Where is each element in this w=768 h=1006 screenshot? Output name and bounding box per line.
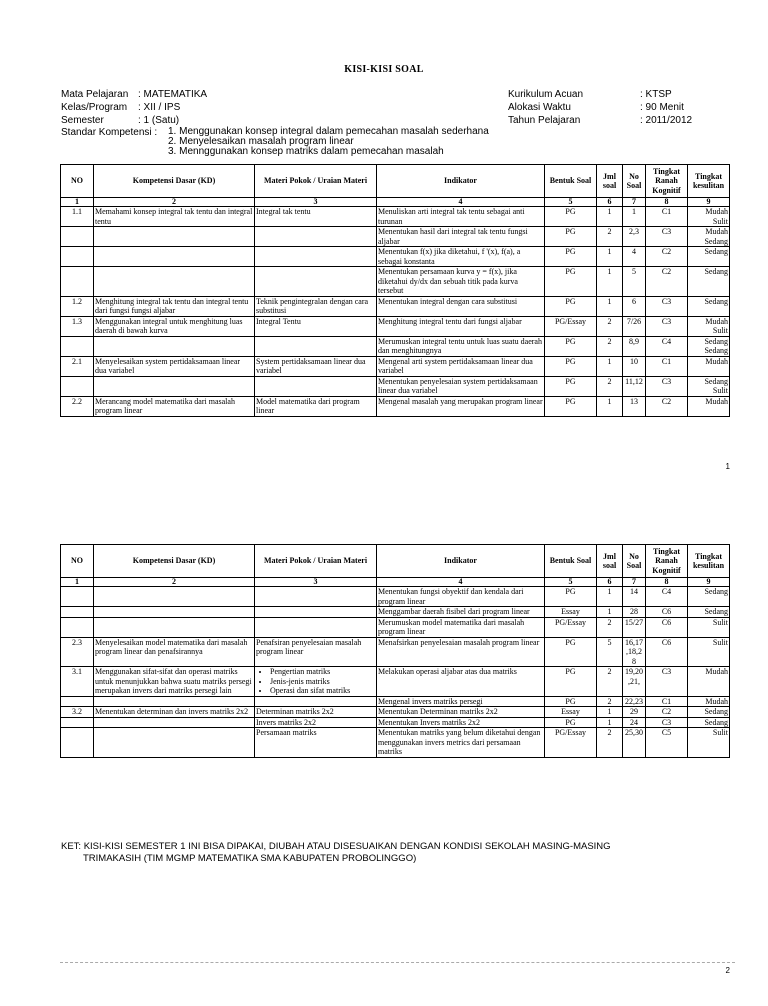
cell-materi xyxy=(255,617,377,637)
table-row xyxy=(61,336,730,356)
cell-jml-soal: 2 xyxy=(597,376,623,396)
cell-no xyxy=(61,376,94,396)
cell-no xyxy=(61,336,94,356)
column-number: 7 xyxy=(623,198,646,207)
cell-ranah-kognitif: C2 xyxy=(646,247,688,267)
cell-materi: Penafsiran penyelesaian masalah program linear xyxy=(255,637,377,667)
cell-ranah-kognitif: C1 xyxy=(646,356,688,376)
cell-bentuk-soal: PG xyxy=(545,247,597,267)
column-number: 1 xyxy=(61,198,94,207)
cell-jml-soal: 1 xyxy=(597,707,623,718)
cell-no-soal: 29 xyxy=(623,707,646,718)
cell-materi: System pertidaksamaan linear dua variabel xyxy=(255,356,377,376)
cell-bentuk-soal: PG xyxy=(545,637,597,667)
meta-row-alokasi xyxy=(508,101,692,114)
table-row xyxy=(61,607,730,618)
cell-ranah-kognitif: C3 xyxy=(646,227,688,247)
table-row xyxy=(61,728,730,758)
header-bentuk-soal: Bentuk Soal xyxy=(545,165,597,198)
cell-indikator: Melakukan operasi aljabar atas dua matriks xyxy=(377,667,545,697)
cell-ranah-kognitif: C1 xyxy=(646,207,688,227)
cell-kd: Menentukan determinan dan invers matriks 2x2 xyxy=(94,707,255,718)
table-row xyxy=(61,356,730,376)
cell-materi xyxy=(255,247,377,267)
table-row xyxy=(61,637,730,667)
column-number: 1 xyxy=(61,578,94,587)
cell-tingkat-kesulitan: Mudah Sedang xyxy=(688,227,730,247)
cell-materi xyxy=(255,336,377,356)
cell-materi: Model matematika dari program linear xyxy=(255,396,377,416)
column-number: 5 xyxy=(545,578,597,587)
keterangan-note xyxy=(61,841,611,865)
cell-indikator: Menuliskan arti integral tak tentu sebagai anti turunan xyxy=(377,207,545,227)
header-indikator: Indikator xyxy=(377,165,545,198)
cell-bentuk-soal: PG xyxy=(545,336,597,356)
cell-ranah-kognitif: C3 xyxy=(646,376,688,396)
sk-item: 2. Menyelesaikan masalah program linear xyxy=(168,136,354,147)
cell-bentuk-soal: PG xyxy=(545,376,597,396)
cell-no xyxy=(61,617,94,637)
table-row xyxy=(61,296,730,316)
kisi-table-1 xyxy=(60,164,730,417)
cell-bentuk-soal: PG xyxy=(545,696,597,707)
cell-no-soal: 13 xyxy=(623,396,646,416)
cell-no-soal: 15/27 xyxy=(623,617,646,637)
cell-tingkat-kesulitan: Sedang xyxy=(688,267,730,297)
header-materi: Materi Pokok / Uraian Materi xyxy=(255,545,377,578)
cell-indikator: Merumuskan model matematika dari masalah program linear xyxy=(377,617,545,637)
cell-kd: Menggunakan integral untuk menghitung luas daerah di bawah kurva xyxy=(94,316,255,336)
cell-tingkat-kesulitan: Sedang xyxy=(688,707,730,718)
kisi-table-2 xyxy=(60,544,730,758)
table-row xyxy=(61,247,730,267)
cell-materi: Invers matriks 2x2 xyxy=(255,717,377,728)
table-body xyxy=(61,587,730,758)
header-indikator: Indikator xyxy=(377,545,545,578)
cell-tingkat-kesulitan: Sulit xyxy=(688,617,730,637)
cell-no-soal: 25,30 xyxy=(623,728,646,758)
column-number: 8 xyxy=(646,198,688,207)
meta-row-kelas xyxy=(61,101,489,114)
table-row xyxy=(61,617,730,637)
cell-ranah-kognitif: C6 xyxy=(646,637,688,667)
cell-bentuk-soal: Essay xyxy=(545,707,597,718)
materi-list-item: • Operasi dan sifat matriks xyxy=(270,686,375,696)
cell-ranah-kognitif: C3 xyxy=(646,296,688,316)
cell-indikator: Mengenal invers matriks persegi xyxy=(377,696,545,707)
meta-row-kurikulum xyxy=(508,88,692,101)
header-no-soal: No Soal xyxy=(623,165,646,198)
cell-ranah-kognitif: C3 xyxy=(646,717,688,728)
cell-materi xyxy=(255,607,377,618)
cell-no: 2.2 xyxy=(61,396,94,416)
cell-materi xyxy=(255,267,377,297)
keterangan-line: TRIMAKASIH (TIM MGMP MATEMATIKA SMA KABUPATEN PROBOLINGGO) xyxy=(83,853,417,864)
cell-bentuk-soal: PG xyxy=(545,267,597,297)
cell-no: 3.2 xyxy=(61,707,94,718)
cell-bentuk-soal: PG xyxy=(545,296,597,316)
column-number-row xyxy=(61,198,730,207)
cell-indikator: Menentukan hasil dari integral tak tentu fungsi aljabar xyxy=(377,227,545,247)
cell-no: 3.1 xyxy=(61,667,94,697)
cell-bentuk-soal: PG xyxy=(545,227,597,247)
cell-jml-soal: 1 xyxy=(597,296,623,316)
cell-indikator: Menggambar daerah fisibel dari program linear xyxy=(377,607,545,618)
cell-indikator: Menentukan matriks yang belum diketahui dengan menggunakan invers metrics dari persamaan matriks xyxy=(377,728,545,758)
cell-no-soal: 14 xyxy=(623,587,646,607)
cell-tingkat-kesulitan: Mudah Sulit xyxy=(688,207,730,227)
cell-ranah-kognitif: C1 xyxy=(646,696,688,707)
cell-indikator: Menghitung integral tentu dari fungsi aljabar xyxy=(377,316,545,336)
cell-no-soal: 28 xyxy=(623,607,646,618)
meta-label: Mata Pelajaran xyxy=(61,89,129,100)
cell-ranah-kognitif: C3 xyxy=(646,316,688,336)
cell-bentuk-soal: PG/Essay xyxy=(545,617,597,637)
cell-jml-soal: 1 xyxy=(597,607,623,618)
cell-tingkat-kesulitan: Sulit xyxy=(688,637,730,667)
cell-kd: Memahami konsep integral tak tentu dan integral tentu xyxy=(94,207,255,227)
cell-jml-soal: 1 xyxy=(597,396,623,416)
cell-materi xyxy=(255,696,377,707)
column-number: 6 xyxy=(597,198,623,207)
cell-indikator: Menentukan Determinan matriks 2x2 xyxy=(377,707,545,718)
cell-jml-soal: 1 xyxy=(597,356,623,376)
meta-label: Semester xyxy=(61,115,104,126)
cell-tingkat-kesulitan: Mudah xyxy=(688,667,730,697)
cell-bentuk-soal: Essay xyxy=(545,607,597,618)
column-number: 6 xyxy=(597,578,623,587)
cell-tingkat-kesulitan: Sedang xyxy=(688,717,730,728)
cell-bentuk-soal: PG/Essay xyxy=(545,728,597,758)
cell-ranah-kognitif: C2 xyxy=(646,396,688,416)
cell-jml-soal: 1 xyxy=(597,587,623,607)
cell-tingkat-kesulitan: Mudah xyxy=(688,396,730,416)
cell-kd: Menggunakan sifat-sifat dan operasi matriks untuk menunjukkan bahwa suatu matriks persegi merupakan invers dari matriks persegi lain xyxy=(94,667,255,697)
cell-no-soal: 8,9 xyxy=(623,336,646,356)
cell-kd: Menghitung integral tak tentu dan integral tentu dari fungsi fungsi aljabar xyxy=(94,296,255,316)
header-kd: Kompetensi Dasar (KD) xyxy=(94,165,255,198)
cell-no-soal: 4 xyxy=(623,247,646,267)
header-jml-soal: Jml soal xyxy=(597,545,623,578)
cell-tingkat-kesulitan: Mudah xyxy=(688,356,730,376)
cell-kd: Menyelesaikan model matematika dari masalah program linear dan penafsirannya xyxy=(94,637,255,667)
cell-indikator: Mengenal arti system pertidaksamaan linear dua variabel xyxy=(377,356,545,376)
cell-no: 2.1 xyxy=(61,356,94,376)
cell-ranah-kognitif: C4 xyxy=(646,587,688,607)
cell-materi xyxy=(255,587,377,607)
table-row xyxy=(61,207,730,227)
table-row xyxy=(61,227,730,247)
column-number: 4 xyxy=(377,198,545,207)
cell-bentuk-soal: PG xyxy=(545,587,597,607)
standar-kompetensi-label: Standar Kompetensi : xyxy=(61,127,158,138)
cell-tingkat-kesulitan: Sedang Sulit xyxy=(688,376,730,396)
footer-divider xyxy=(60,962,735,963)
cell-indikator: Mengenal masalah yang merupakan program linear xyxy=(377,396,545,416)
cell-jml-soal: 1 xyxy=(597,267,623,297)
cell-tingkat-kesulitan: Sedang xyxy=(688,296,730,316)
cell-materi: Teknik pengintegralan dengan cara substitusi xyxy=(255,296,377,316)
cell-no-soal: 19,20 ,21, xyxy=(623,667,646,697)
table-row xyxy=(61,396,730,416)
cell-jml-soal: 5 xyxy=(597,637,623,667)
cell-no-soal: 10 xyxy=(623,356,646,376)
header-bentuk-soal: Bentuk Soal xyxy=(545,545,597,578)
column-number: 9 xyxy=(688,578,730,587)
table-header xyxy=(61,545,730,587)
sk-item: 1. Menggunakan konsep integral dalam pemecahan masalah sederhana xyxy=(168,126,489,137)
cell-no xyxy=(61,247,94,267)
cell-bentuk-soal: PG xyxy=(545,717,597,728)
cell-bentuk-soal: PG/Essay xyxy=(545,316,597,336)
materi-list-item: • Jenis-jenis matriks xyxy=(270,677,375,687)
column-number: 2 xyxy=(94,578,255,587)
cell-no: 2.3 xyxy=(61,637,94,667)
cell-kd: Merancang model matematika dari masalah program linear xyxy=(94,396,255,416)
cell-kd: Menyelesaikan system pertidaksamaan linear dua variabel xyxy=(94,356,255,376)
cell-no-soal: 5 xyxy=(623,267,646,297)
column-number-row xyxy=(61,578,730,587)
header-no: NO xyxy=(61,165,94,198)
cell-indikator: Menentukan f(x) jika diketahui, f '(x), f(a), a sebagai konstanta xyxy=(377,247,545,267)
table-header xyxy=(61,165,730,207)
cell-tingkat-kesulitan: Sedang xyxy=(688,247,730,267)
page-number: 1 xyxy=(725,462,730,471)
cell-no: 1.3 xyxy=(61,316,94,336)
meta-label: Tahun Pelajaran xyxy=(508,115,581,126)
cell-indikator: Menentukan Invers matriks 2x2 xyxy=(377,717,545,728)
cell-jml-soal: 2 xyxy=(597,696,623,707)
header-no-soal: No Soal xyxy=(623,545,646,578)
column-number: 3 xyxy=(255,198,377,207)
cell-no-soal: 2,3 xyxy=(623,227,646,247)
cell-jml-soal: 1 xyxy=(597,247,623,267)
sk-item: 3. Mennggunakan konsep matriks dalam pemecahan masalah xyxy=(168,146,444,157)
cell-tingkat-kesulitan: Sulit xyxy=(688,728,730,758)
cell-bentuk-soal: PG xyxy=(545,667,597,697)
cell-tingkat-kesulitan: Mudah Sulit xyxy=(688,316,730,336)
cell-jml-soal: 2 xyxy=(597,227,623,247)
cell-tingkat-kesulitan: Sedang Sedang xyxy=(688,336,730,356)
column-number: 9 xyxy=(688,198,730,207)
cell-kd xyxy=(94,267,255,297)
table-row xyxy=(61,587,730,607)
cell-no-soal: 24 xyxy=(623,717,646,728)
cell-no xyxy=(61,728,94,758)
header-no: NO xyxy=(61,545,94,578)
meta-value: : KTSP xyxy=(640,89,672,100)
cell-jml-soal: 1 xyxy=(597,207,623,227)
header-tingkat-kesulitan: Tingkat kesulitan xyxy=(688,545,730,578)
cell-no: 1.2 xyxy=(61,296,94,316)
cell-no xyxy=(61,267,94,297)
keterangan-line: KET: KISI-KISI SEMESTER 1 INI BISA DIPAKAI, DIUBAH ATAU DISESUAIKAN DENGAN KONDISI SEKOLAH MASING-MASING xyxy=(61,841,611,852)
cell-kd xyxy=(94,587,255,607)
cell-no-soal: 22,23 xyxy=(623,696,646,707)
cell-ranah-kognitif: C5 xyxy=(646,728,688,758)
cell-bentuk-soal: PG xyxy=(545,356,597,376)
cell-materi: Persamaan matriks xyxy=(255,728,377,758)
cell-kd xyxy=(94,607,255,618)
cell-tingkat-kesulitan: Sedang xyxy=(688,587,730,607)
cell-jml-soal: 1 xyxy=(597,717,623,728)
meta-row-mata-pelajaran xyxy=(61,88,489,101)
cell-no xyxy=(61,696,94,707)
table-row xyxy=(61,707,730,718)
meta-row-tahun xyxy=(508,114,692,127)
materi-list-item: • Pengertian matriks xyxy=(270,667,375,677)
standar-kompetensi-list xyxy=(168,127,489,157)
header-ranah-kognitif: Tingkat Ranah Kognitif xyxy=(646,545,688,578)
meta-value: : MATEMATIKA xyxy=(138,89,208,100)
cell-no xyxy=(61,607,94,618)
cell-materi: Integral tak tentu xyxy=(255,207,377,227)
cell-kd xyxy=(94,728,255,758)
table-row xyxy=(61,667,730,697)
cell-no-soal: 11,12 xyxy=(623,376,646,396)
table-row xyxy=(61,696,730,707)
cell-jml-soal: 2 xyxy=(597,336,623,356)
cell-ranah-kognitif: C4 xyxy=(646,336,688,356)
meta-label: Kurikulum Acuan xyxy=(508,89,584,100)
cell-no-soal: 7/26 xyxy=(623,316,646,336)
cell-kd xyxy=(94,227,255,247)
cell-jml-soal: 2 xyxy=(597,617,623,637)
cell-no xyxy=(61,227,94,247)
cell-jml-soal: 2 xyxy=(597,667,623,697)
cell-ranah-kognitif: C6 xyxy=(646,617,688,637)
column-number: 7 xyxy=(623,578,646,587)
table-row xyxy=(61,376,730,396)
cell-indikator: Merumuskan integral tentu untuk luas suatu daerah dan menghitungnya xyxy=(377,336,545,356)
table-row xyxy=(61,717,730,728)
cell-indikator: Menafsirkan penyelesaian masalah program linear xyxy=(377,637,545,667)
cell-no-soal: 6 xyxy=(623,296,646,316)
standar-kompetensi xyxy=(61,127,489,157)
meta-value: : XII / IPS xyxy=(138,102,181,113)
cell-tingkat-kesulitan: Mudah xyxy=(688,696,730,707)
table-row xyxy=(61,267,730,297)
document-title: KISI-KISI SOAL xyxy=(344,64,424,75)
cell-no xyxy=(61,587,94,607)
cell-indikator: Menentukan persamaan kurva y = f(x), jika diketahui dy/dx dan sebuah titik pada kurva tersebut xyxy=(377,267,545,297)
page-number: 2 xyxy=(725,966,730,975)
cell-kd xyxy=(94,717,255,728)
cell-materi: Integral Tentu xyxy=(255,316,377,336)
header-kd: Kompetensi Dasar (KD) xyxy=(94,545,255,578)
header-row xyxy=(61,545,730,578)
cell-jml-soal: 2 xyxy=(597,728,623,758)
header-tingkat-kesulitan: Tingkat kesulitan xyxy=(688,165,730,198)
cell-kd xyxy=(94,247,255,267)
cell-ranah-kognitif: C6 xyxy=(646,607,688,618)
header-ranah-kognitif: Tingkat Ranah Kognitif xyxy=(646,165,688,198)
table-body xyxy=(61,207,730,417)
cell-bentuk-soal: PG xyxy=(545,396,597,416)
meta-value: : 1 (Satu) xyxy=(138,115,180,126)
cell-kd xyxy=(94,696,255,707)
cell-no-soal: 16,17 ,18,2 8 xyxy=(623,637,646,667)
cell-indikator: Menentukan integral dengan cara substitusi xyxy=(377,296,545,316)
cell-ranah-kognitif: C3 xyxy=(646,667,688,697)
meta-value: : 90 Menit xyxy=(640,102,684,113)
column-number: 3 xyxy=(255,578,377,587)
table-row xyxy=(61,316,730,336)
column-number: 8 xyxy=(646,578,688,587)
column-number: 5 xyxy=(545,198,597,207)
header-jml-soal: Jml soal xyxy=(597,165,623,198)
cell-materi xyxy=(255,227,377,247)
cell-bentuk-soal: PG xyxy=(545,207,597,227)
cell-materi xyxy=(255,667,377,697)
materi-list xyxy=(256,667,375,696)
cell-indikator: Menentukan penyelesaian system pertidaksamaan linear dua variabel xyxy=(377,376,545,396)
cell-materi: Determinan matriks 2x2 xyxy=(255,707,377,718)
cell-ranah-kognitif: C2 xyxy=(646,267,688,297)
meta-right xyxy=(508,88,692,127)
cell-kd xyxy=(94,336,255,356)
column-number: 4 xyxy=(377,578,545,587)
cell-kd xyxy=(94,617,255,637)
cell-no: 1.1 xyxy=(61,207,94,227)
cell-no xyxy=(61,717,94,728)
cell-tingkat-kesulitan: Sedang xyxy=(688,607,730,618)
header-materi: Materi Pokok / Uraian Materi xyxy=(255,165,377,198)
header-row xyxy=(61,165,730,198)
meta-label: Kelas/Program xyxy=(61,102,128,113)
cell-ranah-kognitif: C2 xyxy=(646,707,688,718)
cell-jml-soal: 2 xyxy=(597,316,623,336)
meta-left xyxy=(61,88,489,157)
cell-no-soal: 1 xyxy=(623,207,646,227)
cell-kd xyxy=(94,376,255,396)
column-number: 2 xyxy=(94,198,255,207)
meta-value: : 2011/2012 xyxy=(640,115,693,126)
cell-materi xyxy=(255,376,377,396)
meta-label: Alokasi Waktu xyxy=(508,102,571,113)
cell-indikator: Menentukan fungsi obyektif dan kendala dari program linear xyxy=(377,587,545,607)
